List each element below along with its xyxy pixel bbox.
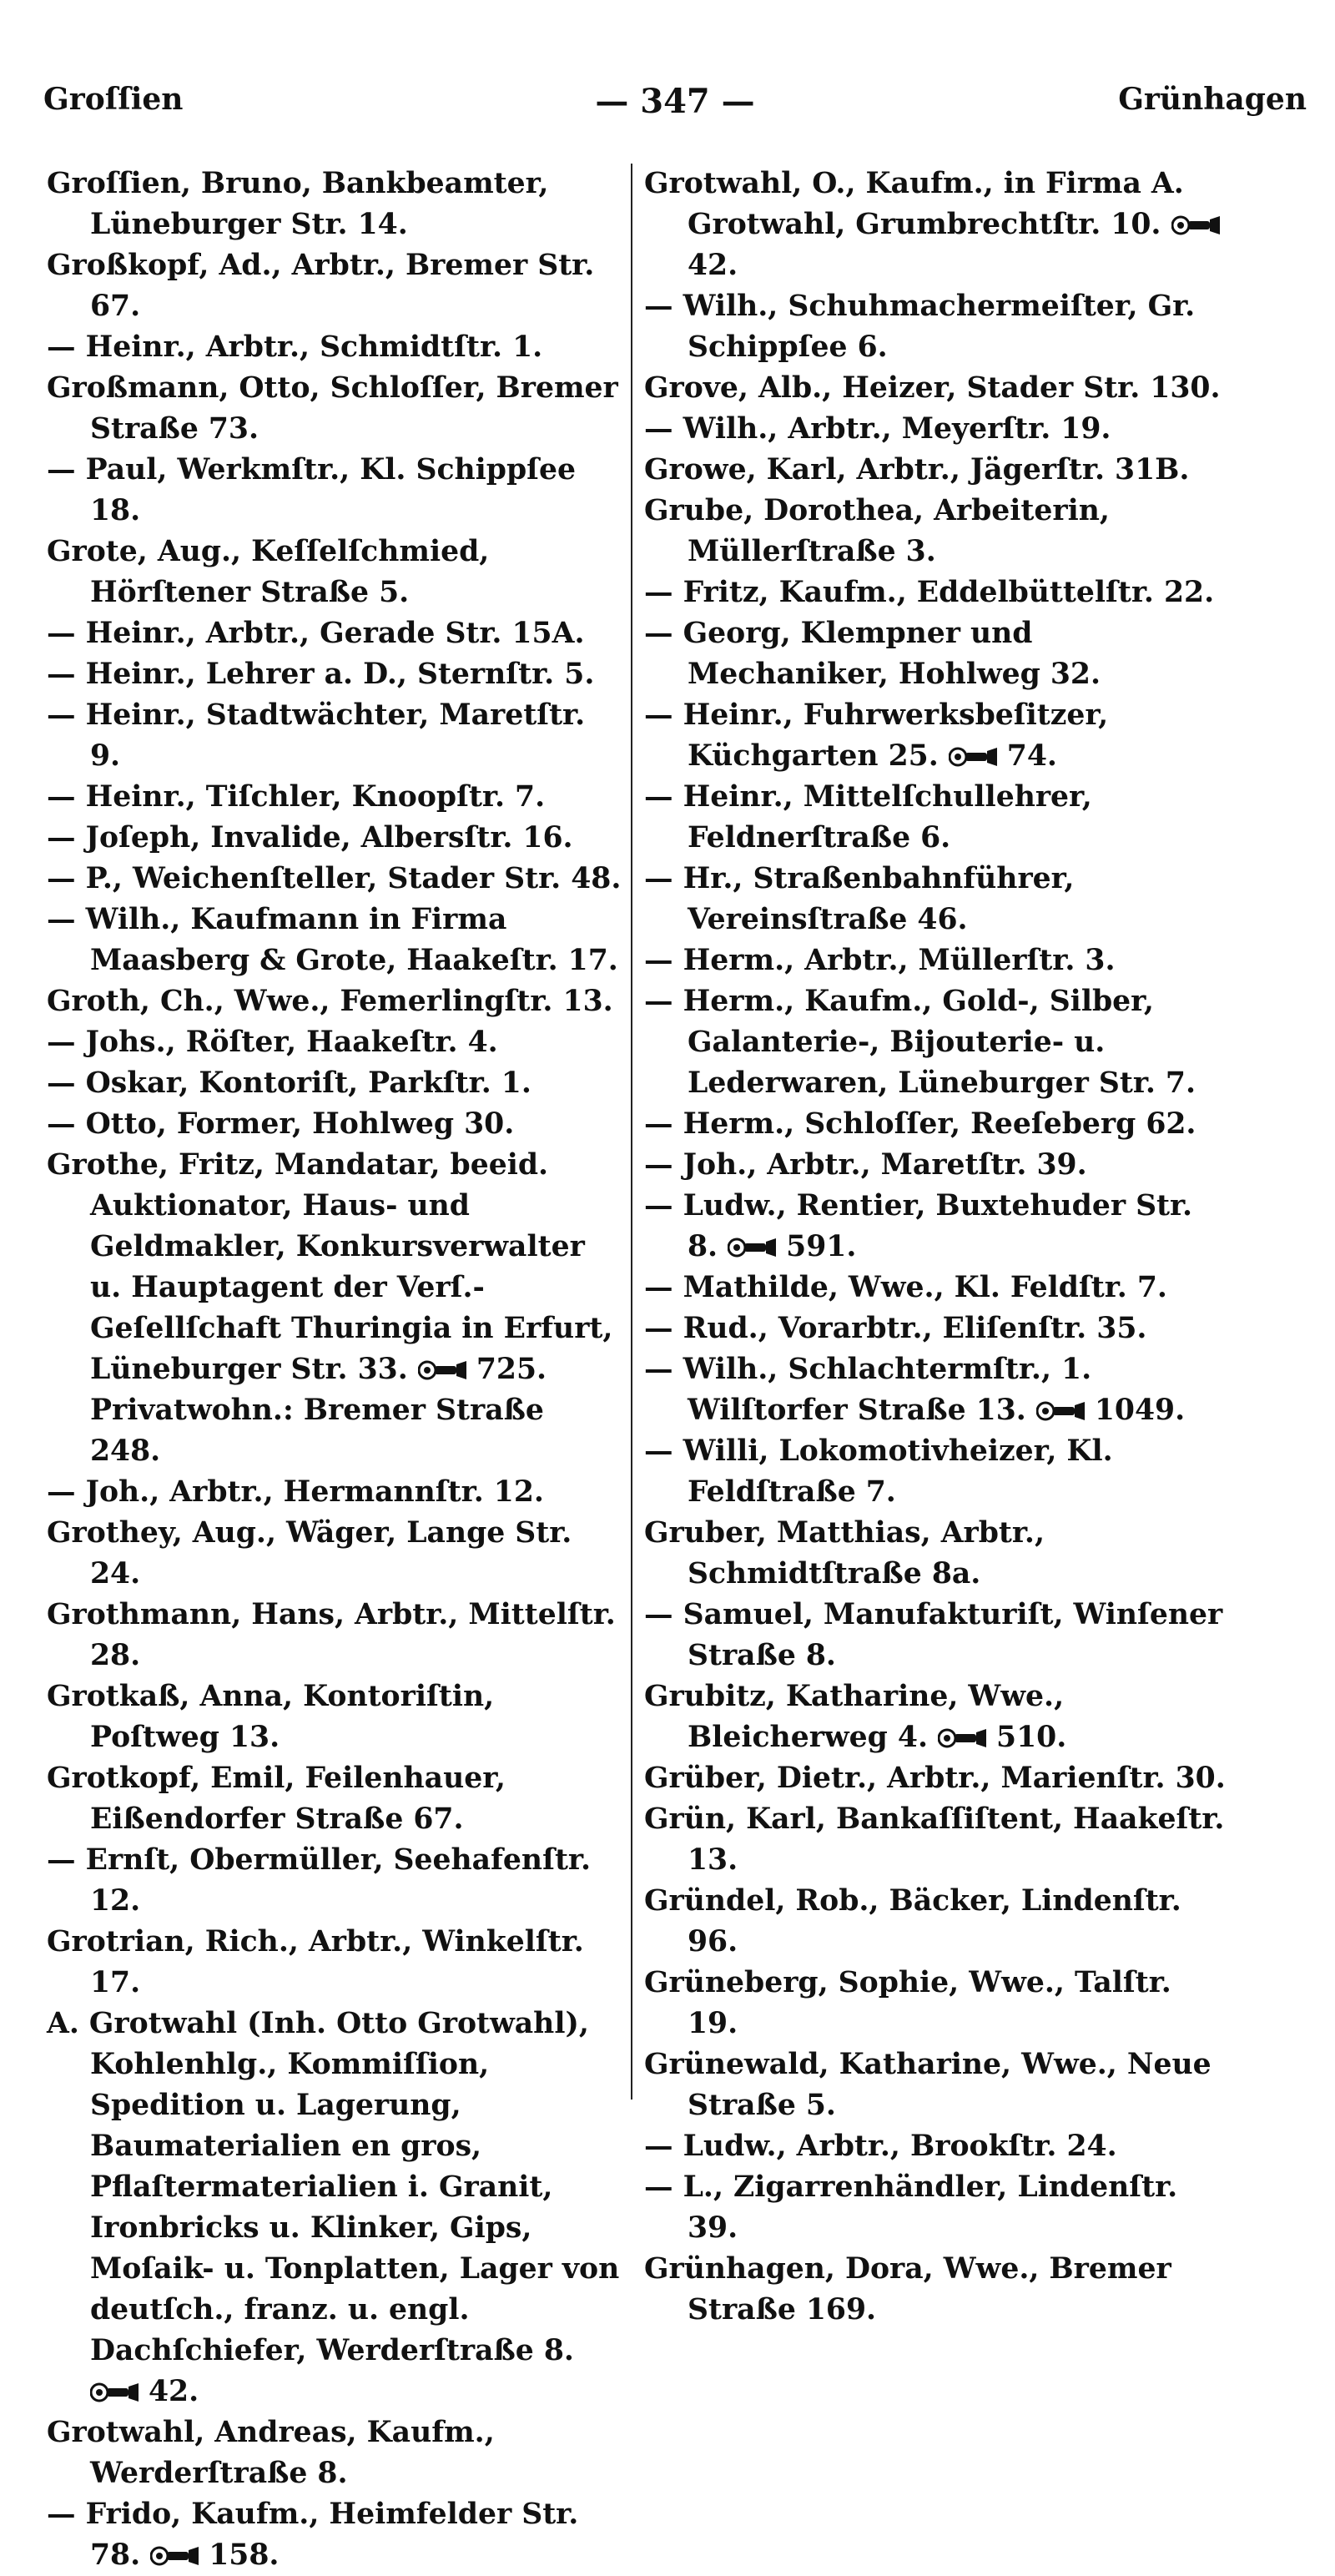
- directory-entry: [644, 368, 1230, 409]
- telephone-icon: [938, 1727, 988, 1749]
- directory-entry: [644, 409, 1230, 450]
- entry-text: — Georg, Klempner und Mechaniker, Hohlweg 32.: [644, 617, 1101, 691]
- directory-entry: [47, 777, 624, 818]
- entry-text: Grotkaß, Anna, Kontoriſtin, Poſtweg 13.: [47, 1680, 495, 1754]
- entry-text-after-phone: .: [728, 249, 738, 282]
- entry-text: A. Grotwahl (Inh. Otto Grotwahl), Kohlenhlg., Kommiſſion, Spedition u. Lagerung, Baumaterialien en gros, Pflaſtermaterialien i. Granit, Ironbricks u. Klinker, Gips, Moſaik- u. Tonplatten, Lager von deutſch., franz. u. engl. Dachſchiefer, Werderſtraße 8.: [47, 2007, 620, 2367]
- directory-entry: [47, 1022, 624, 1063]
- directory-entry: [47, 695, 624, 777]
- page-header: [43, 82, 1307, 132]
- entry-text: — Joſeph, Invalide, Albersſtr. 16.: [47, 821, 573, 854]
- entry-text: — Herm., Schloſſer, Reeſeberg 62.: [644, 1107, 1196, 1141]
- directory-entry: [644, 164, 1230, 286]
- directory-entry: [644, 1308, 1230, 1349]
- directory-entry: [47, 450, 624, 532]
- entry-text: — Oskar, Kontoriſt, Parkſtr. 1.: [47, 1066, 531, 1100]
- directory-entry: [47, 1063, 624, 1104]
- entry-text: — Heinr., Stadtwächter, Maretſtr. 9.: [47, 698, 586, 773]
- entry-text: Growe, Karl, Arbtr., Jägerſtr. 31B.: [644, 453, 1190, 486]
- directory-entry: [644, 1431, 1230, 1513]
- entry-text: Grüber, Dietr., Arbtr., Marienſtr. 30.: [644, 1762, 1226, 1795]
- entry-text: — Heinr., Arbtr., Gerade Str. 15A.: [47, 617, 585, 650]
- entry-text: Grüneberg, Sophie, Wwe., Talſtr. 19.: [644, 1966, 1171, 2040]
- directory-entry: [47, 818, 624, 859]
- entry-text: Grotwahl, O., Kaufm., in Firma A. Grotwahl, Grumbrechtſtr. 10.: [644, 167, 1184, 241]
- page-number: — 347 —: [595, 82, 755, 121]
- directory-entry: [644, 286, 1230, 368]
- telephone-icon: [150, 2545, 200, 2567]
- entry-text: — Joh., Arbtr., Maretſtr. 39.: [644, 1148, 1087, 1182]
- entry-text: Grothey, Aug., Wäger, Lange Str. 24.: [47, 1516, 572, 1590]
- entry-text: Grothmann, Hans, Arbtr., Mittelſtr. 28.: [47, 1598, 616, 1672]
- right-column: [644, 164, 1230, 2331]
- entry-text: Grubitz, Katharine, Wwe., Bleicherweg 4.: [644, 1680, 1065, 1754]
- entry-text: — Johs., Röſter, Haakeſtr. 4.: [47, 1026, 498, 1059]
- entry-text: Grünewald, Katharine, Wwe., Neue Straße 5.: [644, 2048, 1212, 2122]
- directory-entry: [47, 164, 624, 245]
- directory-entry: [644, 1186, 1230, 1268]
- directory-entry: [47, 1513, 624, 1595]
- entry-text: Großmann, Otto, Schloſſer, Bremer Straße 73.: [47, 371, 618, 446]
- entry-text: — Herm., Arbtr., Müllerſtr. 3.: [644, 944, 1116, 977]
- entry-text: Grün, Karl, Bankaſſiſtent, Haakeſtr. 13.: [644, 1802, 1225, 1877]
- directory-entry: [644, 859, 1230, 940]
- directory-entry: [644, 2249, 1230, 2331]
- entry-text: Groſſien, Bruno, Bankbeamter, Lüneburger Str. 14.: [47, 167, 549, 241]
- directory-entry: [47, 1104, 624, 1145]
- entry-text: — Ernſt, Obermüller, Seehafenſtr. 12.: [47, 1843, 592, 1918]
- entry-text: — Wilh., Kaufmann in Firma Maasberg & Grote, Haakeſtr. 17.: [47, 903, 618, 977]
- directory-entry: [644, 1595, 1230, 1676]
- entry-text: Grove, Alb., Heizer, Stader Str. 130.: [644, 371, 1221, 405]
- directory-entry: [644, 572, 1230, 613]
- directory-entry: [47, 245, 624, 327]
- entry-text: — Heinr., Mittelſchullehrer, Feldnerſtraße 6.: [644, 780, 1092, 854]
- directory-entry: [644, 695, 1230, 777]
- entry-text: — Wilh., Schuhmachermeiſter, Gr. Schippſee 6.: [644, 290, 1196, 364]
- directory-entry: [47, 613, 624, 654]
- directory-entry: [47, 900, 624, 981]
- directory-entry: [644, 1268, 1230, 1308]
- entry-text: Grünhagen, Dora, Wwe., Bremer Straße 169.: [644, 2252, 1171, 2326]
- directory-entry: [47, 532, 624, 613]
- entry-text: Grube, Dorothea, Arbeiterin, Müllerſtraße 3.: [644, 494, 1110, 568]
- directory-entry: [47, 981, 624, 1022]
- telephone-icon: [949, 746, 999, 768]
- telephone-number: 158: [209, 2538, 270, 2572]
- telephone-number: 510: [996, 1721, 1057, 1754]
- entry-text: — Hr., Straßenbahnführer, Vereinsſtraße 46.: [644, 862, 1075, 936]
- directory-entry: [47, 1595, 624, 1676]
- entry-text-after-phone: .: [1056, 1721, 1067, 1754]
- entry-text: — Rud., Vorarbtr., Eliſenſtr. 35.: [644, 1312, 1147, 1345]
- directory-entry: [644, 1145, 1230, 1186]
- entry-text: Groth, Ch., Wwe., Femerlingſtr. 13.: [47, 985, 613, 1018]
- entry-text: — Ludw., Arbtr., Brookſtr. 24.: [644, 2130, 1117, 2163]
- entry-text: — L., Zigarrenhändler, Lindenſtr. 39.: [644, 2170, 1178, 2245]
- entry-text: Grotwahl, Andreas, Kaufm., Werderſtraße 8.: [47, 2416, 495, 2490]
- entry-text-after-phone: . Privatwohn.: Bremer Straße 248.: [90, 1353, 547, 1468]
- directory-entry: [644, 491, 1230, 572]
- directory-entry: [47, 1472, 624, 1513]
- directory-entry: [644, 2126, 1230, 2167]
- entry-text: — Otto, Former, Hohlweg 30.: [47, 1107, 515, 1141]
- directory-entry: [644, 1881, 1230, 1963]
- entry-text: Grothe, Fritz, Mandatar, beeid. Auktionator, Haus- und Geldmakler, Konkursverwalter u. Hauptagent der Verſ.-Geſellſchaft Thuringia in Erfurt, Lüneburger Str. 33.: [47, 1148, 613, 1386]
- telephone-number: 74: [1006, 739, 1047, 773]
- directory-entry: [47, 2004, 624, 2412]
- header-right-keyword: Grünhagen: [1118, 82, 1307, 117]
- entry-text-after-phone: .: [846, 1230, 857, 1263]
- directory-entry: [644, 1963, 1230, 2044]
- directory-entry: [47, 368, 624, 450]
- entry-text: Grotrian, Rich., Arbtr., Winkelſtr. 17.: [47, 1925, 584, 1999]
- entry-text-after-phone: .: [1175, 1394, 1186, 1427]
- directory-entry: [644, 940, 1230, 981]
- entry-text: Grotkopf, Emil, Feilenhauer, Eißendorfer Straße 67.: [47, 1762, 506, 1836]
- entry-text: — Ludw., Rentier, Buxtehuder Str. 8.: [644, 1189, 1193, 1263]
- directory-entry: [644, 450, 1230, 491]
- directory-entry: [644, 1799, 1230, 1881]
- telephone-icon: [1171, 214, 1222, 236]
- directory-entry: [47, 654, 624, 695]
- directory-entry: [47, 1676, 624, 1758]
- directory-entry: [644, 2044, 1230, 2126]
- entry-text: — Wilh., Schlachtermſtr., 1. Wilſtorfer Straße 13.: [644, 1353, 1092, 1427]
- entry-text: — Joh., Arbtr., Hermannſtr. 12.: [47, 1475, 544, 1509]
- directory-entry: [644, 613, 1230, 695]
- telephone-number: 591: [786, 1230, 847, 1263]
- directory-entry: [47, 859, 624, 900]
- directory-entry: [644, 777, 1230, 859]
- entry-text-after-phone: .: [1046, 739, 1057, 773]
- directory-entry: [47, 1758, 624, 1840]
- directory-entry: [644, 1758, 1230, 1799]
- column-divider: [631, 164, 632, 2100]
- header-left-keyword: Groſſien: [43, 82, 184, 117]
- directory-entry: [644, 1513, 1230, 1595]
- directory-entry: [47, 327, 624, 368]
- directory-entry: [47, 1840, 624, 1922]
- directory-entry: [47, 1922, 624, 2004]
- entry-text-after-phone: .: [269, 2538, 280, 2572]
- entry-text: — Paul, Werkmſtr., Kl. Schippſee 18.: [47, 453, 577, 527]
- telephone-icon: [728, 1237, 778, 1258]
- telephone-icon: [1036, 1400, 1086, 1422]
- telephone-number: 42: [149, 2375, 189, 2408]
- directory-entry: [47, 2494, 624, 2576]
- entry-text: — P., Weichenſteller, Stader Str. 48.: [47, 862, 622, 895]
- entry-text: — Herm., Kaufm., Gold-, Silber, Galanterie-, Bijouterie- u. Lederwaren, Lüneburger Str. 7.: [644, 985, 1196, 1100]
- entry-text-after-phone: .: [189, 2375, 199, 2408]
- entry-text: — Heinr., Fuhrwerksbeſitzer, Küchgarten 25.: [644, 698, 1109, 773]
- directory-entry: [644, 1104, 1230, 1145]
- entry-text: — Frido, Kaufm., Heimfelder Str. 78.: [47, 2498, 579, 2572]
- entry-text: — Mathilde, Wwe., Kl. Feldſtr. 7.: [644, 1271, 1167, 1304]
- directory-entry: [644, 1676, 1230, 1758]
- entry-text: Gründel, Rob., Bäcker, Lindenſtr. 96.: [644, 1884, 1181, 1958]
- entry-text: — Fritz, Kaufm., Eddelbüttelſtr. 22.: [644, 576, 1215, 609]
- telephone-number: 1049: [1094, 1394, 1176, 1427]
- entry-text: — Wilh., Arbtr., Meyerſtr. 19.: [644, 412, 1111, 446]
- directory-entry: [47, 2412, 624, 2494]
- entry-text: Grote, Aug., Keſſelſchmied, Hörſtener Straße 5.: [47, 535, 490, 609]
- telephone-icon: [90, 2382, 140, 2403]
- telephone-number: 725: [476, 1353, 537, 1386]
- entry-text: — Heinr., Arbtr., Schmidtſtr. 1.: [47, 330, 543, 364]
- directory-entry: [47, 1145, 624, 1472]
- directory-entry: [644, 1349, 1230, 1431]
- telephone-icon: [418, 1359, 468, 1381]
- entry-text: — Samuel, Manufakturiſt, Winſener Straße 8.: [644, 1598, 1223, 1672]
- entry-text: — Willi, Lokomotivheizer, Kl. Feldſtraße 7.: [644, 1434, 1113, 1509]
- entry-text: Großkopf, Ad., Arbtr., Bremer Str. 67.: [47, 249, 595, 323]
- telephone-number: 42: [688, 249, 728, 282]
- entry-text: Gruber, Matthias, Arbtr., Schmidtſtraße 8a.: [644, 1516, 1045, 1590]
- left-column: [47, 164, 624, 2576]
- directory-entry: [644, 2167, 1230, 2249]
- entry-text: — Heinr., Lehrer a. D., Sternſtr. 5.: [47, 658, 595, 691]
- directory-entry: [644, 981, 1230, 1104]
- entry-text: — Heinr., Tiſchler, Knoopſtr. 7.: [47, 780, 546, 814]
